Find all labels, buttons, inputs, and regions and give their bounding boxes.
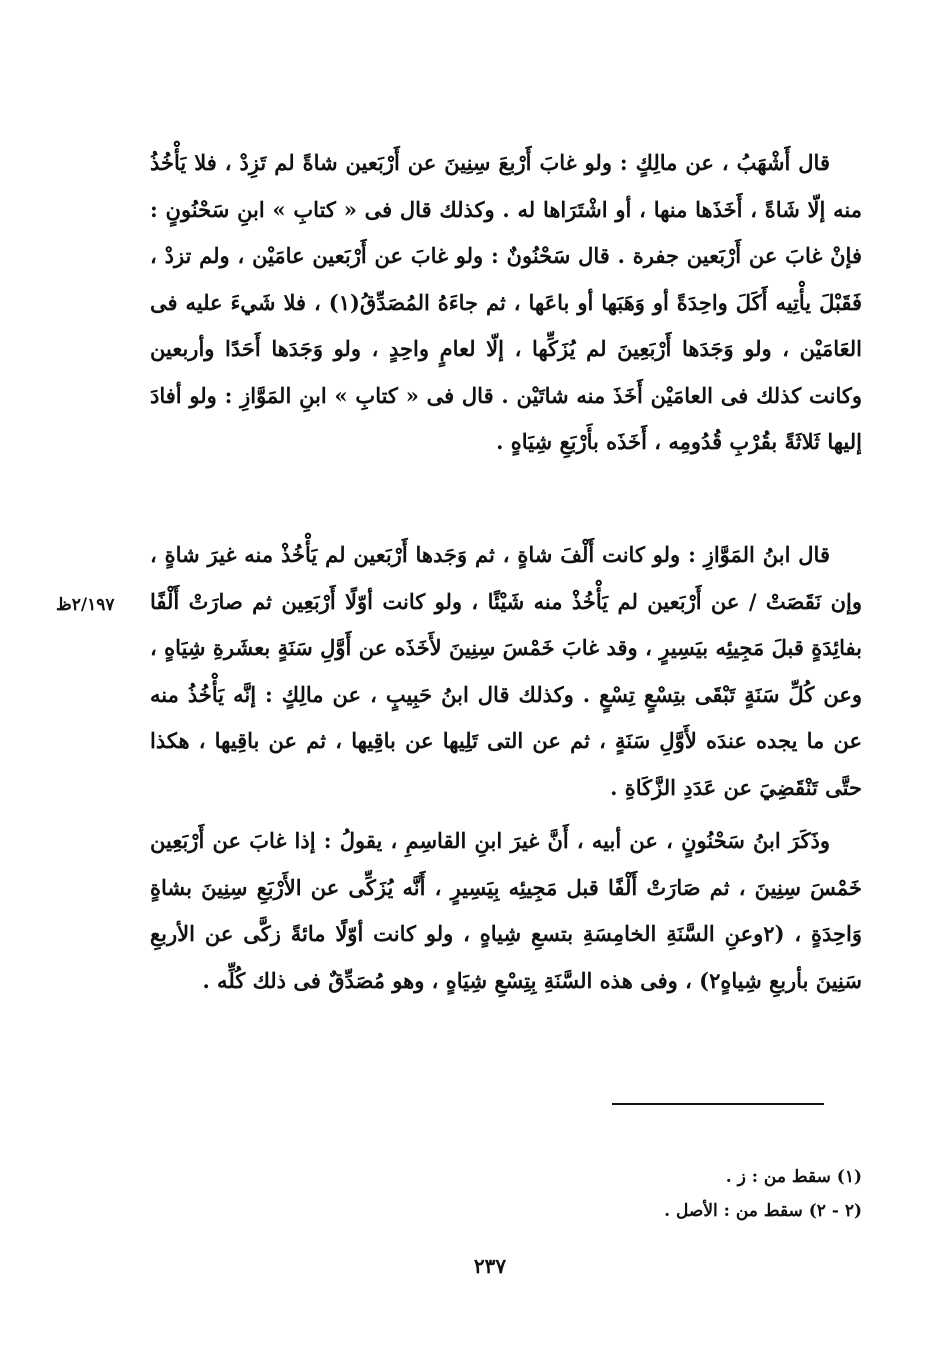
folio-margin-note: ٢/١٩٧ظ (56, 595, 115, 615)
footnote-2: (٢ - ٢) سقط من : الأصل . (664, 1201, 862, 1221)
footnote-divider (612, 1103, 824, 1105)
page-number: ٢٣٧ (473, 1254, 507, 1278)
body-paragraph-1 (150, 140, 862, 466)
body-paragraph-3 (150, 818, 862, 1004)
body-paragraph-2 (150, 532, 862, 811)
paragraph-text: قال ابنُ المَوَّازِ : ولو كانت أَلْفَ شاةٍ ، ثم وَجَدها أَرْبَعين لم يَأْخُذْ منه غيرَ شاةٍ ، وإن نَقَصَتْ / عن أَرْبَعين لم يَأْخُذْ منه شَيْئًا ، ولو كانت أوّلًا أَرْبَعِين ثم صارَتْ أَلْفًا بفائِدَةٍ قبلَ مَجِيئِه بيَسِيرٍ ، وقد غابَ خَمْسَ سِنِينَ لأَخَذَه عن أَوَّلِ سَنَةٍ بعشَرةِ شِيَاهٍ ، وعن كُلِّ سَنَةٍ تَبْقَى بتِسْعٍ تِسْعٍ . وكذلك قال ابنُ حَبِيبٍ ، عن مالِكٍ : إنَّه يَأْخُذُ منه عن ما يجده عندَه لأَوَّلِ سَنَةٍ ، ثم عن التى تَلِيها عن باقِيها ، ثم عن باقِيها ، هكذا حتَّى تَنْقَضِيَ عن عَدَدِ الزَّكَاةِ . (150, 542, 862, 800)
paragraph-text: وذَكَرَ ابنُ سَحْنُونٍ ، عن أبيه ، أَنَّ غيرَ ابنِ القاسِمِ ، يقولُ : إذا غابَ عن أَرْبَعِين خَمْسَ سِنِينَ ، ثم صَارَتْ أَلْفًا قبل مَجِيئِه بِيَسِيرٍ ، أَنَّه يُزَكِّى عن الأَرْبَعِ سِنِينَ بشاةٍ وَاحِدَةٍ ، (٢وعنِ السَّنَةِ الخامِسَةِ بتسعِ شِياهٍ ، ولو كانت أوّلًا مائةً زكَّى عن الأربعِ سَنِينَ بأربعِ شِياهٍ٢) ، وفى هذه السَّنَةِ بِتِسْعِ شِيَاهٍ ، وهو مُصَدِّقٌ فى ذلك كُلِّه . (150, 828, 862, 993)
footnotes (400, 1160, 862, 1228)
paragraph-text: قال أَشْهَبُ ، عن مالِكٍ : ولو غابَ أَرْبعَ سِنِينَ عن أَرْبَعين شاةً لم تَزِدْ ، فلا يَأْخُذُ منه إلّا شَاةً ، أَخَذَها منها ، أو اشْتَرَاها له . وكذلك قال فى « كتابِ » ابنِ سَحْنُونٍ : فإنْ غابَ عن أَرْبَعين جفرة . قال سَحْنُونٌ : ولو غابَ عن أَرْبَعين عامَيْن ، ولم تزدْ ، فَقَبْلَ يأْتِيه أَكَلَ واحِدَةً أو وَهَبَها أو باعَها ، ثم جاءَهُ المُصَدِّقُ(١) ، فلا شَيءَ عليه فى العَامَيْن ، ولو وَجَدَها أَرْبَعِينَ لم يُزَكِّها ، إلّا لعامٍ واحِدٍ ، ولو وَجَدَها أَحَدًا وأربعين وكانت كذلك فى العامَيْن أَخَذَ منه شاتَيْن . قال فى « كتابِ » ابنِ المَوَّازِ : ولو أفادَ إليها ثَلاثَةً بقُرْبِ قُدُومِه ، أَخَذَه بأَرْبَعِ شِيَاهٍ . (150, 150, 863, 454)
footnote-1: (١) سقط من : ز . (725, 1167, 862, 1187)
